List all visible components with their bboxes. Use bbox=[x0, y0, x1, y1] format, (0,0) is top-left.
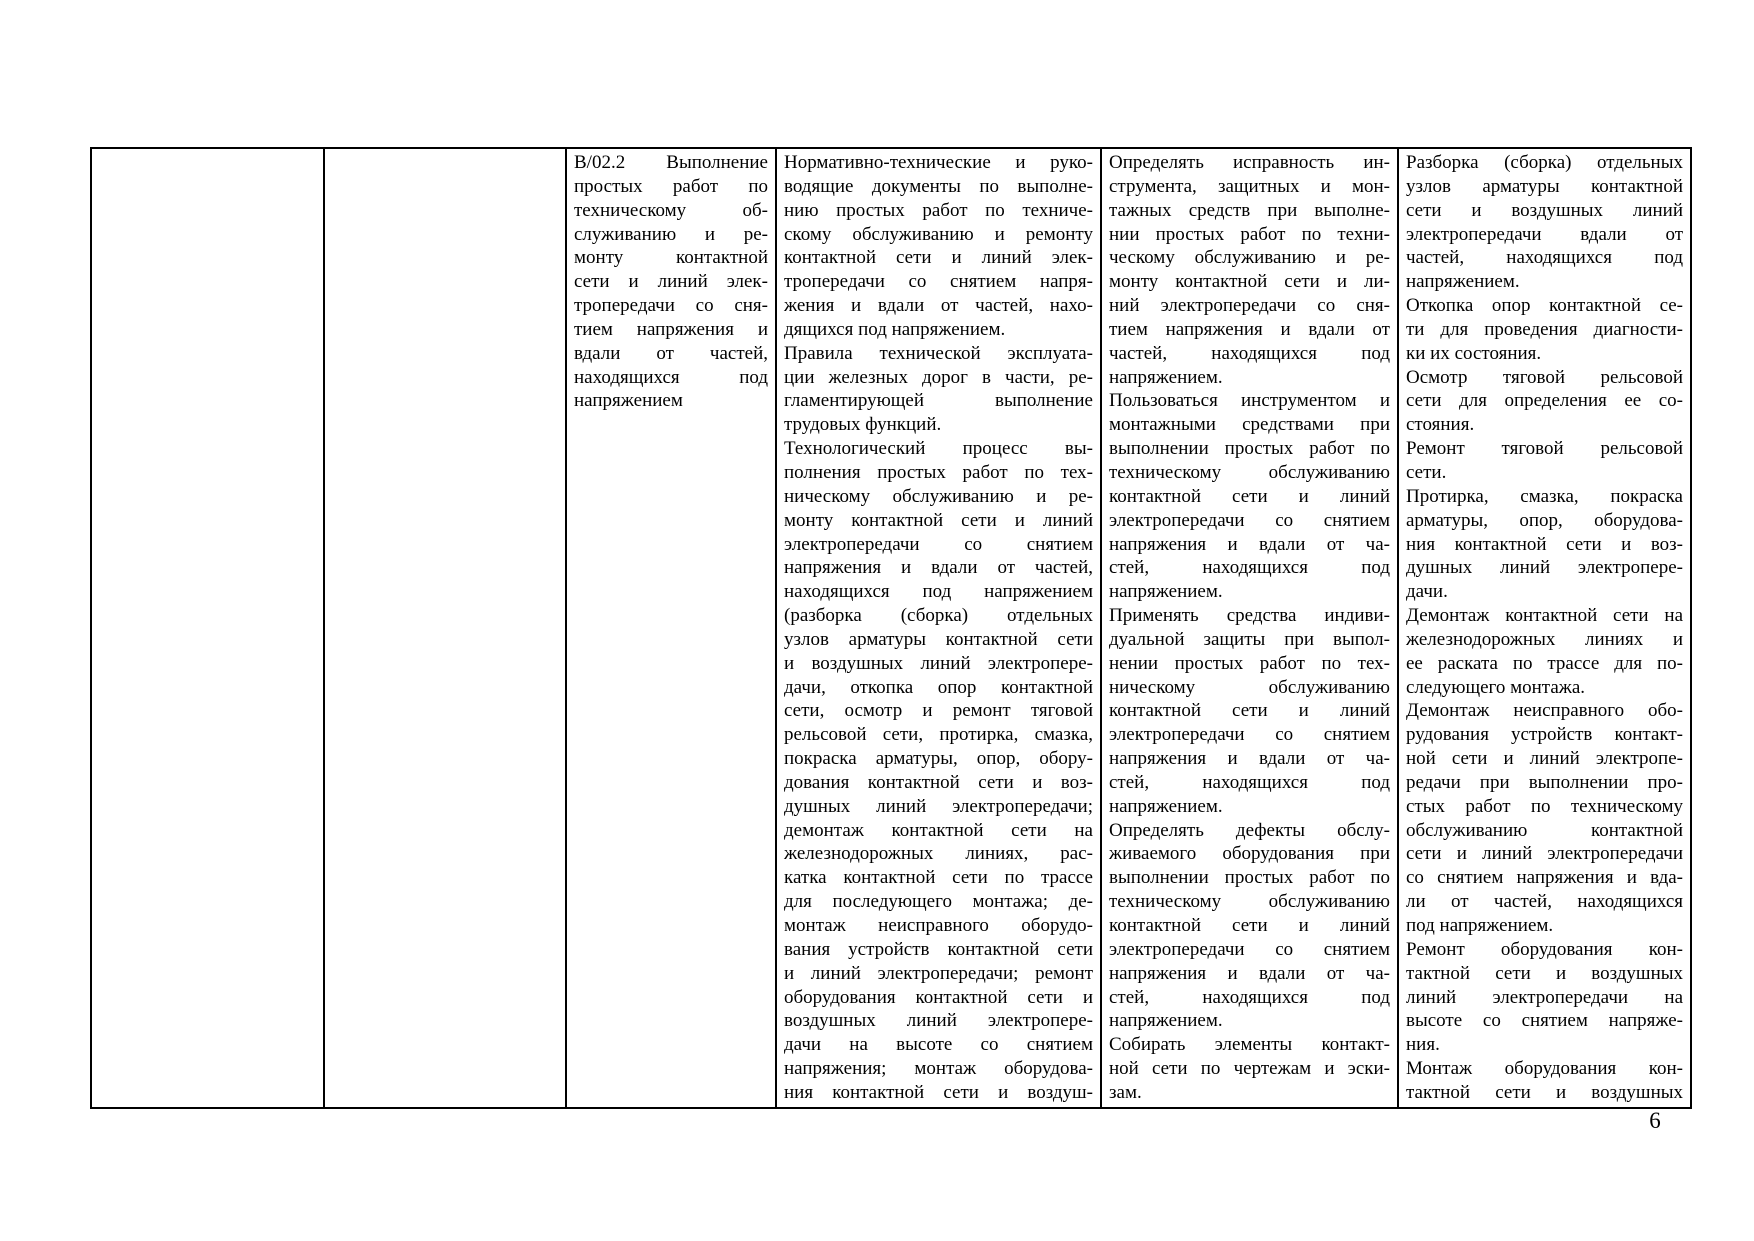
text-line: тропередачи со снятием напря- bbox=[784, 271, 1093, 293]
text-line: напряжения и вдали от ча- bbox=[1109, 748, 1390, 770]
text-line: редачи при выполнении про- bbox=[1406, 771, 1683, 793]
text-line: ти для проведения диагности- bbox=[1406, 318, 1683, 340]
text-line: ли от частей, находящихся bbox=[1406, 891, 1683, 913]
text-line: арматуры, опор, оборудова- bbox=[1406, 509, 1683, 531]
text-line: Монтаж оборудования кон- bbox=[1406, 1058, 1683, 1080]
text-line: электропередачи со снятием bbox=[1109, 724, 1390, 746]
text-line: ния контактной сети и воз- bbox=[1406, 533, 1683, 555]
text-line: электропередачи со снятием bbox=[1109, 938, 1390, 960]
text-line: ническому обслуживанию и ре- bbox=[784, 485, 1093, 507]
text-line: ки их состояния. bbox=[1406, 342, 1542, 364]
text-line: железнодорожных линиях и bbox=[1406, 628, 1683, 650]
text-line: рудования устройств контакт- bbox=[1406, 724, 1683, 746]
text-line: сети, осмотр и ремонт тяговой bbox=[784, 700, 1093, 722]
text-line: Осмотр тяговой рельсовой bbox=[1406, 366, 1683, 388]
text-line: монту контактной сети и линий bbox=[784, 509, 1093, 531]
text-line: В/02.2 Выполнение bbox=[574, 152, 768, 173]
text-line: душных линий электропередачи; bbox=[784, 795, 1093, 817]
text-line: монту контактной сети и ли- bbox=[1109, 271, 1390, 293]
text-line: Технологический процесс вы- bbox=[784, 438, 1093, 460]
text-line: частей, находящихся под bbox=[1109, 342, 1390, 364]
text-line: Пользоваться инструментом и bbox=[1109, 390, 1390, 412]
text-line: простых работ по bbox=[574, 175, 768, 197]
text-line: напряжением. bbox=[1109, 795, 1223, 817]
text-line: жения и вдали от частей, нахо- bbox=[784, 295, 1093, 317]
text-line: ее раската по трассе для по- bbox=[1406, 652, 1683, 674]
text-line: напряжением. bbox=[1109, 366, 1223, 388]
text-line: Правила технической эксплуата- bbox=[784, 342, 1093, 364]
text-line: Ремонт оборудования кон- bbox=[1406, 938, 1683, 960]
text-line: Ремонт тяговой рельсовой bbox=[1406, 438, 1683, 460]
text-line: находящихся под bbox=[574, 366, 768, 388]
text-line: техническому обслуживанию bbox=[1109, 461, 1390, 483]
text-line: вдали от частей, bbox=[574, 342, 768, 364]
text-line: нию простых работ по техниче- bbox=[784, 199, 1093, 221]
text-line: скому обслуживанию и ремонту bbox=[784, 223, 1093, 245]
text-line: высоте со снятием напряже- bbox=[1406, 1010, 1683, 1032]
text-line: контактной сети и линий bbox=[1109, 700, 1390, 722]
cell-required-skills bbox=[1101, 148, 1398, 1108]
text-line: монту контактной bbox=[574, 247, 768, 269]
text-line: тактной сети и воздушных bbox=[1406, 1081, 1683, 1103]
text-line: контактной сети и линий bbox=[1109, 915, 1390, 936]
text-line: тием напряжения и bbox=[574, 318, 768, 340]
text-line: выполнении простых работ по bbox=[1109, 867, 1390, 889]
cell-labor-actions bbox=[1398, 148, 1691, 1108]
text-line: сети и линий электропередачи bbox=[1406, 843, 1683, 865]
text-line: ной сети по чертежам и эски- bbox=[1109, 1058, 1390, 1080]
text-line: гламентирующей выполнение bbox=[784, 390, 1093, 412]
text-line: напряжением. bbox=[1109, 1010, 1223, 1032]
text-line: Нормативно-технические и руко- bbox=[784, 152, 1093, 173]
text-line: ческому обслуживанию и ре- bbox=[1109, 247, 1390, 269]
text-line: ния контактной сети и воздуш- bbox=[784, 1081, 1093, 1103]
text-line: находящихся под напряжением bbox=[784, 581, 1093, 603]
text-line: полнения простых работ по тех- bbox=[784, 461, 1093, 483]
text-line: Собирать элементы контакт- bbox=[1109, 1034, 1390, 1056]
cell-empty-1 bbox=[91, 148, 324, 1108]
text-line: выполнении простых работ по bbox=[1109, 438, 1390, 460]
table-row bbox=[91, 148, 1691, 1108]
text-line: электропередачи со снятием bbox=[1109, 509, 1390, 531]
text-line: тажных средств при выполне- bbox=[1109, 199, 1390, 221]
cell-labor-function bbox=[566, 148, 776, 1108]
text-line: дачи на высоте со снятием bbox=[784, 1034, 1093, 1056]
text-line: (разборка (сборка) отдельных bbox=[784, 605, 1093, 627]
text-line: сети для определения ее со- bbox=[1406, 390, 1683, 412]
text-line: со снятием напряжения и вда- bbox=[1406, 867, 1683, 889]
text-line: контактной сети и линий элек- bbox=[784, 247, 1093, 269]
text-line: зам. bbox=[1109, 1081, 1142, 1103]
text-line: дования контактной сети и воз- bbox=[784, 771, 1093, 793]
text-line: ническому обслуживанию bbox=[1109, 676, 1390, 698]
text-line: железнодорожных линиях, рас- bbox=[784, 843, 1093, 865]
text-line: напряжением bbox=[574, 390, 683, 412]
competency-table bbox=[90, 147, 1692, 1109]
text-line: напряжения; монтаж оборудова- bbox=[784, 1058, 1093, 1080]
text-line: и воздушных линий электропере- bbox=[784, 652, 1093, 674]
text-line: катка контактной сети по трассе bbox=[784, 867, 1093, 889]
text-line: электропередачи со снятием bbox=[784, 533, 1093, 555]
text-line: стых работ по техническому bbox=[1406, 795, 1683, 817]
text-line: техническому обслуживанию bbox=[1109, 891, 1390, 913]
text-line: напряжением. bbox=[1109, 581, 1223, 603]
text-line: электропередачи вдали от bbox=[1406, 223, 1683, 245]
text-line: Определять исправность ин- bbox=[1109, 152, 1390, 173]
text-line: контактной сети и линий bbox=[1109, 485, 1390, 507]
text-line: вания устройств контактной сети bbox=[784, 938, 1093, 960]
text-line: узлов арматуры контактной сети bbox=[784, 628, 1093, 650]
text-line: стей, находящихся под bbox=[1109, 771, 1390, 793]
text-line: водящие документы по выполне- bbox=[784, 175, 1093, 197]
cell-required-knowledge bbox=[776, 148, 1101, 1108]
text-line: узлов арматуры контактной bbox=[1406, 175, 1683, 197]
text-line: частей, находящихся под bbox=[1406, 247, 1683, 269]
text-line: живаемого оборудования при bbox=[1109, 843, 1390, 865]
text-line: сети и линий элек- bbox=[574, 271, 768, 293]
text-line: сети. bbox=[1406, 461, 1447, 483]
text-line: Демонтаж контактной сети на bbox=[1406, 605, 1683, 627]
text-line: монтажными средствами при bbox=[1109, 414, 1390, 436]
page-number: 6 bbox=[1649, 1108, 1661, 1133]
text-line: оборудования контактной сети и bbox=[784, 986, 1093, 1008]
text-line: под напряжением. bbox=[1406, 915, 1554, 936]
text-line: душных линий электропере- bbox=[1406, 557, 1683, 579]
text-line: техническому об- bbox=[574, 199, 768, 221]
text-line: ной сети и линий электропе- bbox=[1406, 748, 1683, 770]
text-line: трудовых функций. bbox=[784, 414, 942, 436]
text-line: тропередачи со сня- bbox=[574, 295, 768, 317]
text-line: служиванию и ре- bbox=[574, 223, 768, 245]
text-line: стей, находящихся под bbox=[1109, 986, 1390, 1008]
text-line: дуальной защиты при выпол- bbox=[1109, 628, 1390, 650]
text-line: дачи, откопка опор контактной bbox=[784, 676, 1093, 698]
text-line: монтаж неисправного оборудо- bbox=[784, 915, 1093, 936]
text-line: напряжения и вдали от ча- bbox=[1109, 533, 1390, 555]
text-line: Применять средства индиви- bbox=[1109, 605, 1390, 627]
text-line: струмента, защитных и мон- bbox=[1109, 175, 1390, 197]
text-line: стей, находящихся под bbox=[1109, 557, 1390, 579]
text-line: стояния. bbox=[1406, 414, 1475, 436]
text-line: напряжения и вдали от частей, bbox=[784, 557, 1093, 579]
text-line: Разборка (сборка) отдельных bbox=[1406, 152, 1683, 173]
text-line: ния. bbox=[1406, 1034, 1440, 1056]
text-line: тием напряжения и вдали от bbox=[1109, 318, 1390, 340]
text-line: обслуживанию контактной bbox=[1406, 819, 1683, 841]
text-line: ции железных дорог в части, ре- bbox=[784, 366, 1093, 388]
text-line: дящихся под напряжением. bbox=[784, 318, 1006, 340]
text-line: воздушных линий электропере- bbox=[784, 1010, 1093, 1032]
text-line: для последующего монтажа; де- bbox=[784, 891, 1093, 913]
text-line: ний электропередачи со сня- bbox=[1109, 295, 1390, 317]
text-line: и линий электропередачи; ремонт bbox=[784, 962, 1093, 984]
text-line: Протирка, смазка, покраска bbox=[1406, 485, 1683, 507]
text-line: Демонтаж неисправного обо- bbox=[1406, 700, 1683, 722]
text-line: следующего монтажа. bbox=[1406, 676, 1586, 698]
text-line: нии простых работ по техни- bbox=[1109, 223, 1390, 245]
text-line: нении простых работ по тех- bbox=[1109, 652, 1390, 674]
text-line: демонтаж контактной сети на bbox=[784, 819, 1093, 841]
text-line: покраска арматуры, опор, обору- bbox=[784, 748, 1093, 770]
text-line: Определять дефекты обслу- bbox=[1109, 819, 1390, 841]
text-line: Откопка опор контактной се- bbox=[1406, 295, 1683, 317]
text-line: сети и воздушных линий bbox=[1406, 199, 1683, 221]
cell-empty-2 bbox=[324, 148, 566, 1108]
text-line: дачи. bbox=[1406, 581, 1448, 603]
text-line: рельсовой сети, протирка, смазка, bbox=[784, 724, 1093, 746]
text-line: линий электропередачи на bbox=[1406, 986, 1683, 1008]
text-line: напряжением. bbox=[1406, 271, 1520, 293]
text-line: тактной сети и воздушных bbox=[1406, 962, 1683, 984]
text-line: напряжения и вдали от ча- bbox=[1109, 962, 1390, 984]
